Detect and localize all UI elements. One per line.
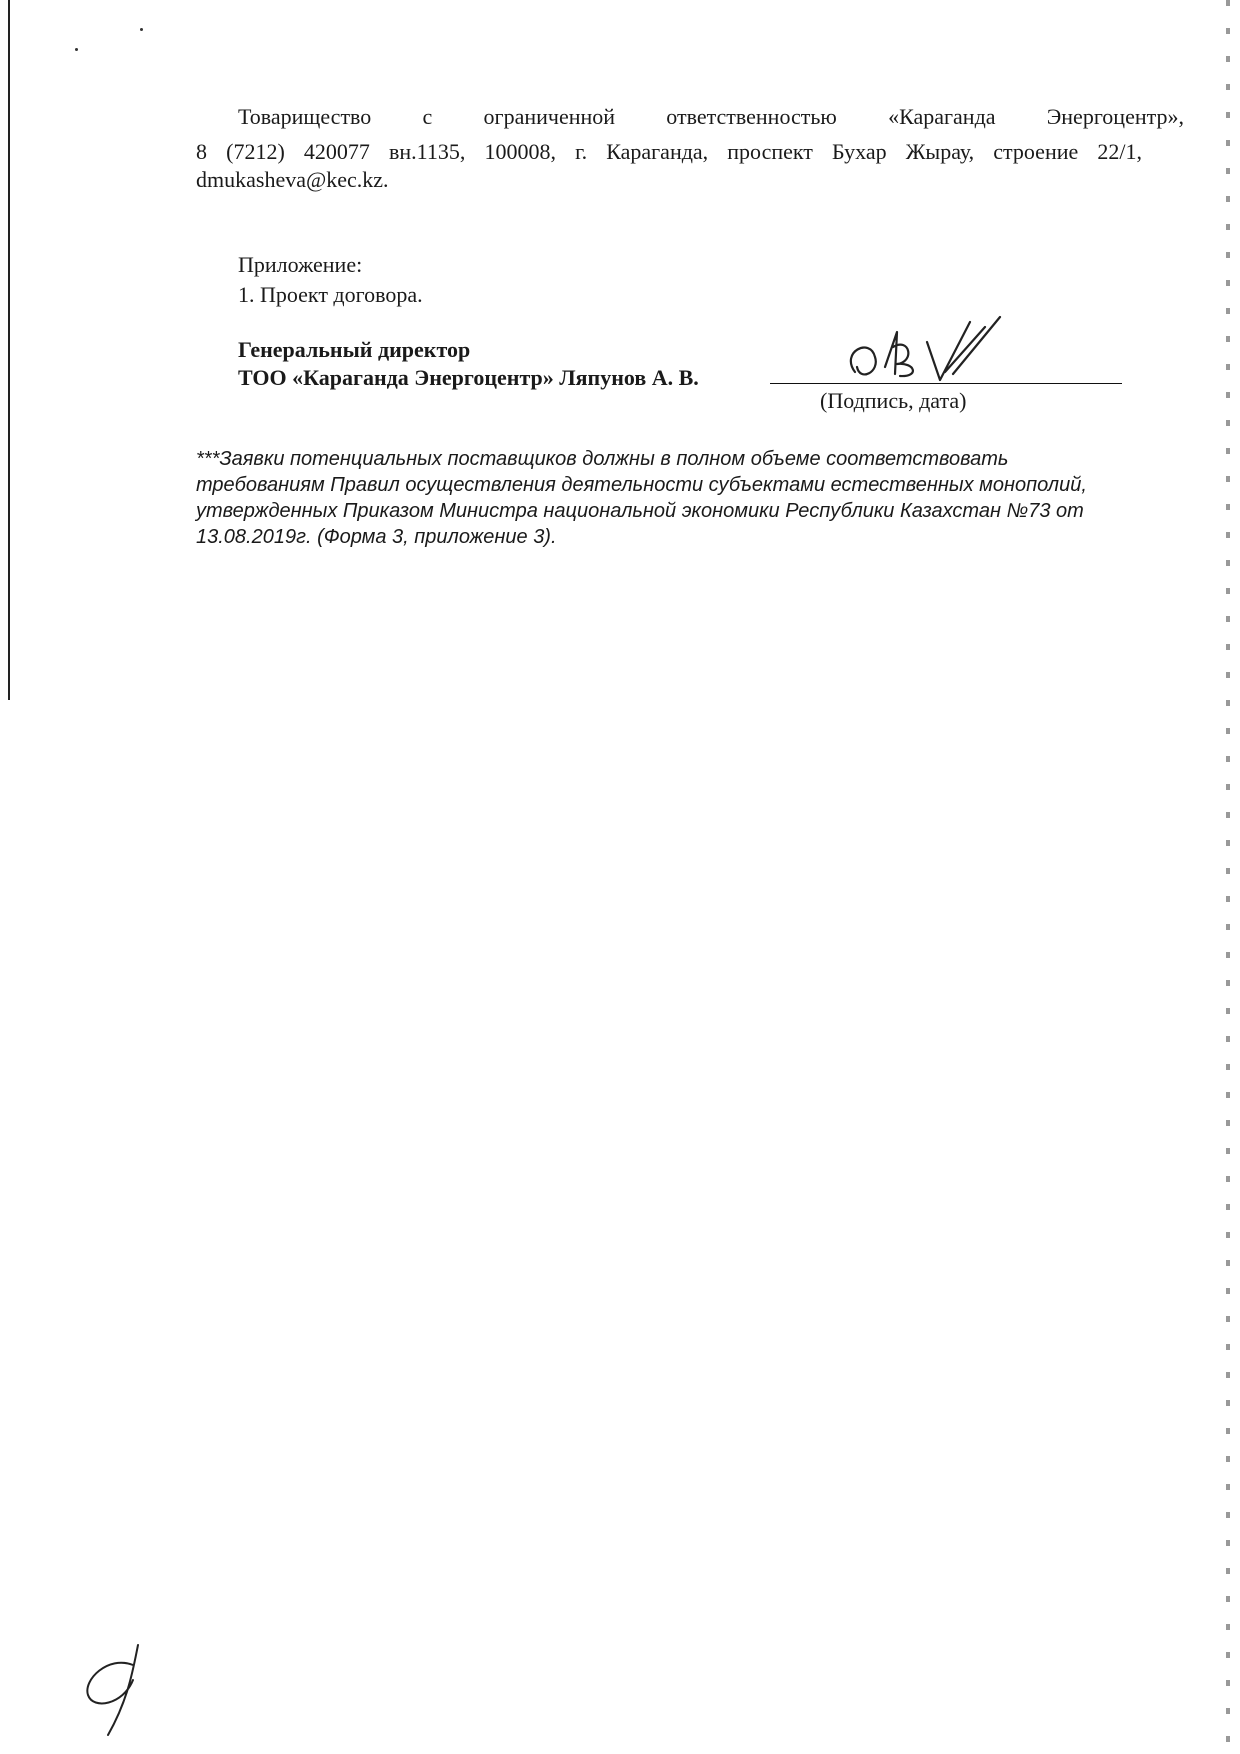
scan-speck	[75, 48, 78, 51]
address-line-2: 8 (7212) 420077 вн.1135, 100008, г. Караганда, проспект Бухар Жырау, строение 22/1,	[196, 139, 1142, 164]
handwritten-signature	[835, 312, 1005, 390]
appendix-item: 1. Проект договора.	[238, 282, 423, 307]
scan-edge-right	[1226, 0, 1230, 1754]
address-line-3: dmukasheva@kec.kz.	[196, 167, 389, 192]
appendix-heading: Приложение:	[238, 252, 363, 277]
signatory-org: ТОО «Караганда Энергоцентр» Ляпунов А. В.	[238, 365, 699, 390]
signature-caption: (Подпись, дата)	[820, 388, 967, 413]
requirements-note: ***Заявки потенциальных поставщиков должны в полном объеме соответствовать требованиям Правил осуществления деятельности субъектами естественных монополий, утвержденных Приказом Министра национальной экономики Республики Казахстан №73 от 13.08.2019г. (Форма 3, приложение 3).	[196, 448, 1087, 548]
signatory-title: Генеральный директор	[238, 337, 471, 362]
scan-edge-left	[8, 0, 10, 700]
scan-speck	[140, 28, 143, 31]
handwritten-initial	[78, 1640, 158, 1740]
address-line-1: Товарищество с ограниченной ответственностью «Караганда Энергоцентр»,	[238, 104, 1184, 129]
